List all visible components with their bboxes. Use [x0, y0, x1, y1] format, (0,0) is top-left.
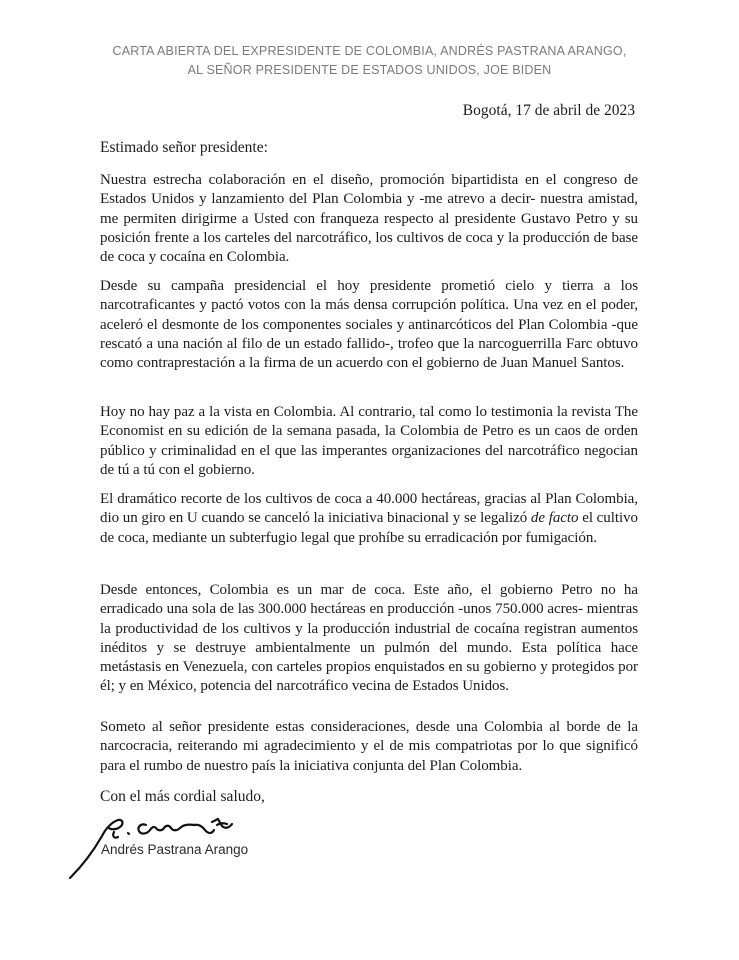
- letter-header: [0, 42, 739, 80]
- header-line-2: AL SEÑOR PRESIDENTE DE ESTADOS UNIDOS, JOE BIDEN: [187, 63, 552, 77]
- closing-line: Con el más cordial saludo,: [100, 788, 265, 805]
- paragraph-3: Hoy no hay paz a la vista en Colombia. Al contrario, tal como lo testimonia la revista The Economist en su edición de la semana pasada, la Colombia de Petro es un caos de orden público y criminalidad en el que las imperantes organizaciones del narcotráfico negocian de tú a tú con el gobierno.: [100, 404, 638, 478]
- paragraph-4-italic: de facto: [530, 510, 579, 527]
- paragraph-6: Someto al señor presidente estas consideraciones, desde una Colombia al borde de la narcocracia, reiterando mi agradecimiento y el de mis compatriotas por lo que significó para el rumbo de nuestro país la iniciativa conjunta del Plan Colombia.: [100, 719, 638, 774]
- header-line-1: CARTA ABIERTA DEL EXPRESIDENTE DE COLOMBIA, ANDRÉS PASTRANA ARANGO,: [112, 44, 627, 58]
- paragraph-4: [100, 490, 638, 548]
- signer-name: Andrés Pastrana Arango: [101, 842, 249, 857]
- letter-date: Bogotá, 17 de abril de 2023: [462, 102, 635, 119]
- salutation: Estimado señor presidente:: [100, 139, 268, 156]
- paragraph-1: Nuestra estrecha colaboración en el diseño, promoción bipartidista en el congreso de Estados Unidos y lanzamiento del Plan Colombia y -me atrevo a decir- nuestra amistad, me permiten dirigirme a Usted con franqueza respecto al presidente Gustavo Petro y su posición frente a los carteles del narcotráfico, los cultivos de coca y la producción de base de coca y cocaína en Colombia.: [100, 172, 638, 266]
- paragraph-5: Desde entonces, Colombia es un mar de coca. Este año, el gobierno Petro no ha erradicado una sola de las 300.000 hectáreas en producción -unos 750.000 acres- mientras la productividad de los cultivos y la producción industrial de cocaína registran aumentos inéditos y se destruye ambientalmente un pulmón del mundo. Esta política hace metástasis en Venezuela, con carteles propios enquistados en su gobierno y protegidos por él; y en México, potencia del narcotráfico vecina de Estados Unidos.: [100, 582, 638, 695]
- paragraph-4-text-after: el cultivo de coca, mediante un subterfugio legal que prohíbe su erradicación por fumigación.: [100, 510, 638, 546]
- paragraph-4-text-before: El dramático recorte de los cultivos de coca a 40.000 hectáreas, gracias al Plan Colombia, dio un giro en U cuando se canceló la iniciativa binacional y se legalizó: [100, 491, 638, 527]
- paragraph-2: Desde su campaña presidencial el hoy presidente prometió cielo y tierra a los narcotraficantes y pactó votos con la más densa corrupción política. Una vez en el poder, aceleró el desmonte de los componentes sociales y antinarcóticos del Plan Colombia -que rescató a una nación al filo de un estado fallido-, trofeo que la narcoguerrilla Farc obtuvo como contraprestación a la firma de un acuerdo con el gobierno de Juan Manuel Santos.: [100, 278, 638, 372]
